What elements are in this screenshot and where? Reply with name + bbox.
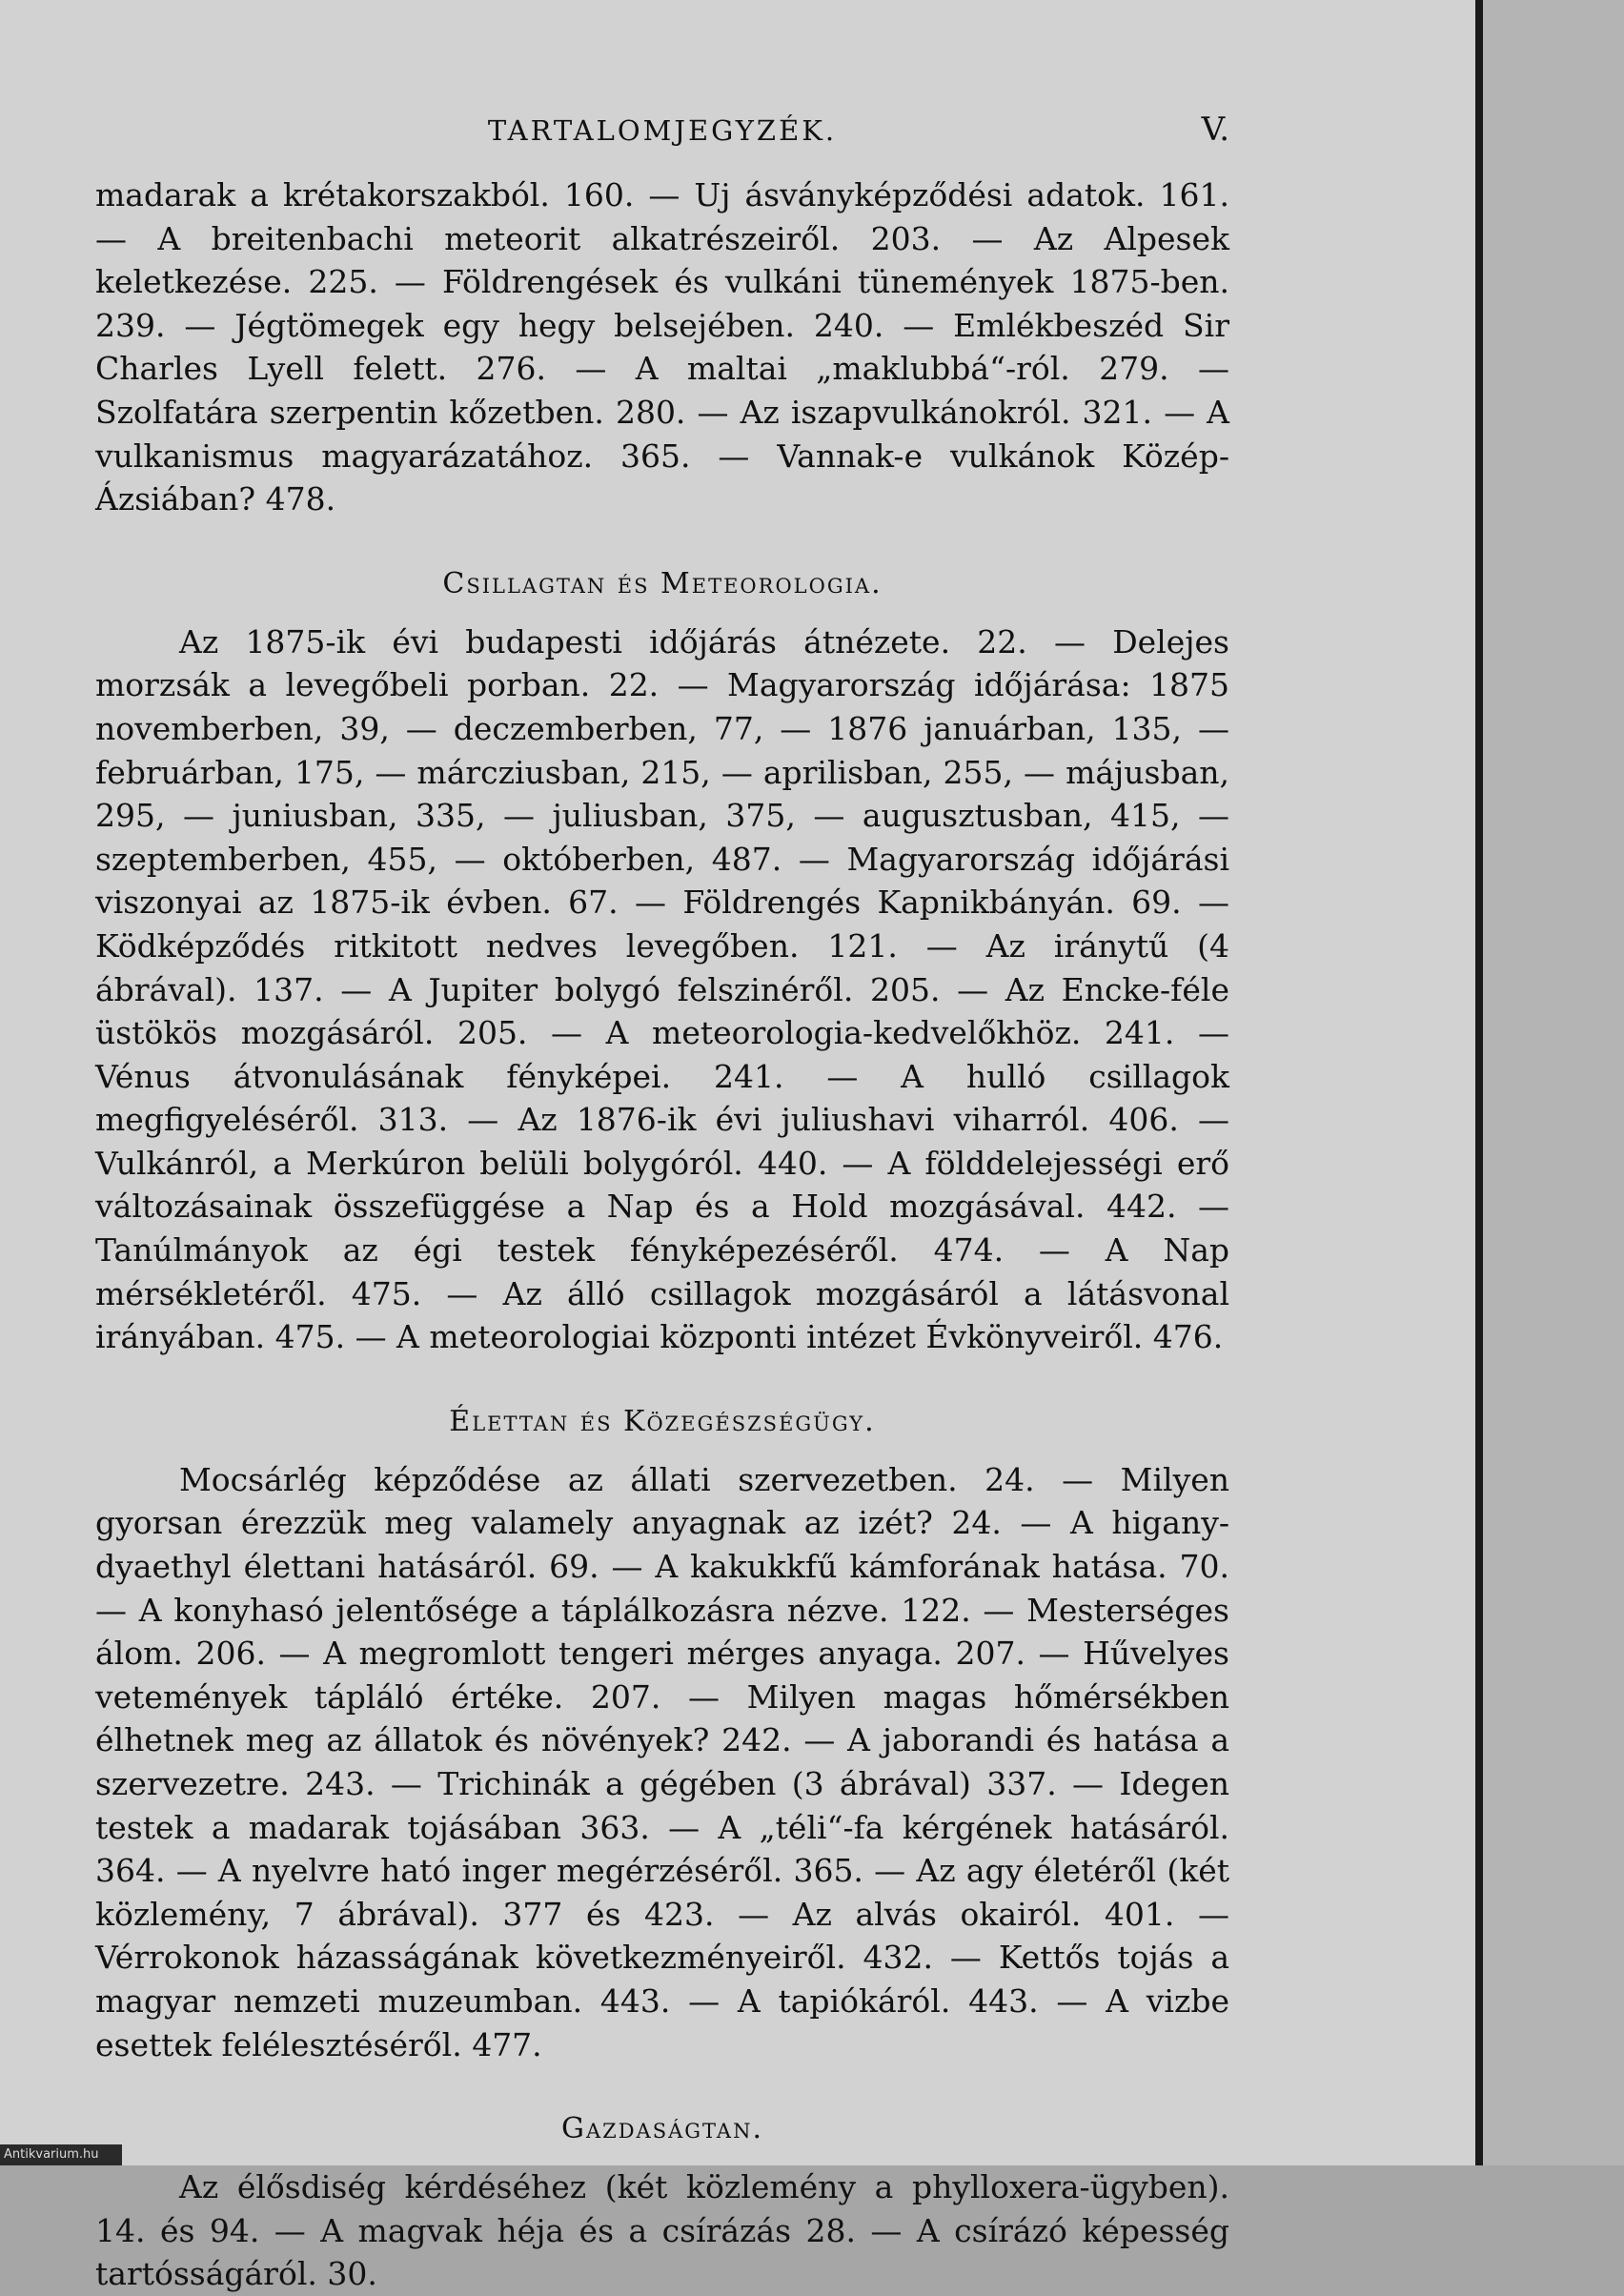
page-number: V.	[1201, 111, 1229, 149]
section-text-gazdasagtan: Az élősdiség kérdéséhez (két közlemény a phylloxera-ügyben). 14. és 94. — A magvak héja és a csírázás 28. — A csírázó képesség tartósságáról. 30.	[95, 2168, 1229, 2293]
page-edge	[1475, 0, 1483, 2165]
adjacent-page-strip	[1483, 0, 1624, 2165]
section-text-elettan: Mocsárlég képződése az állati szervezetben. 24. — Milyen gyorsan érezzük meg valamely anyagnak az izét? 24. — A higany-dyaethyl élettani hatásáról. 69. — A kakukkfű kámforának hatása. 70. — A konyhasó jelentősége a táplálkozásra nézve. 122. — Mesterséges álom. 206. — A megromlott tengeri mérges anyaga. 207. — Hűvelyes vetemények tápláló értéke. 207. — Milyen magas hőmérsékben élhetnek meg az állatok és növények? 242. — A jaborandi és hatása a szervezetre. 243. — Trichinák a gégében (3 ábrával) 337. — Idegen testek a madarak tojásában 363. — A „téli“-fa kérgének hatásáról. 364. — A nyelvre ható inger megérzéséről. 365. — Az agy életéről (két közlemény, 7 ábrával). 377 és 423. — Az alvás okairól. 401. — Vérrokonok házasságának következményeiről. 432. — Kettős tojás a magyar nemzeti muzeumban. 443. — A tapiókáról. 443. — A vizbe esettek felélesztéséről. 477.	[95, 1460, 1229, 2063]
running-title: TARTALOMJEGYZÉK.	[487, 114, 838, 147]
continued-paragraph: madarak a krétakorszakból. 160. — Uj ásványképződési adatok. 161. — A breitenbachi meteorit alkatrészeiről. 203. — Az Alpesek keletkezése. 225. — Földrengések és vulkáni tünemények 1875-ben. 239. — Jégtömegek egy hegy belsejében. 240. — Emlékbeszéd Sir Charles Lyell felett. 276. — A maltai „maklubbá“-ról. 279. — Szolfatára szerpentin kőzetben. 280. — Az iszapvulkánokról. 321. — A vulkanismus magyarázatához. 365. — Vannak-e vulkánok Közép-Ázsiában? 478.	[95, 176, 1229, 518]
section-heading-elettan: Élettan és Közegészségügy.	[449, 1404, 876, 1438]
page-header	[95, 107, 1229, 154]
toc-content	[95, 173, 1229, 2296]
section-heading-csillagtan: Csillagtan és Meteorologia.	[442, 566, 883, 600]
section-heading-gazdasagtan: Gazdaságtan.	[561, 2112, 763, 2146]
watermark: Antikvarium.hu	[0, 2144, 122, 2165]
section-text-csillagtan: Az 1875-ik évi budapesti időjárás átnézete. 22. — Delejes morzsák a levegőbeli porban. 22. — Magyarország időjárása: 1875 novemberben, 39, — deczemberben, 77, — 1876 januárban, 135, — februárban, 175, — márcziusban, 215, — aprilisban, 255, — májusban, 295, — juniusban, 335, — juliusban, 375, — augusztusban, 415, — szeptemberben, 455, — októberben, 487. — Magyarország időjárási viszonyai az 1875-ik évben. 67. — Földrengés Kapnikbányán. 69. — Ködképződés ritkitott nedves levegőben. 121. — Az iránytű (4 ábrával). 137. — A Jupiter bolygó felszinéről. 205. — Az Encke-féle üstökös mozgásáról. 205. — A meteorologia-kedvelőkhöz. 241. — Vénus átvonulásának fényképei. 241. — A hulló csillagok megfigyeléséről. 313. — Az 1876-ik évi juliushavi viharról. 406. — Vulkánról, a Merkúron belüli bolygóról. 440. — A földdelejességi erő változásainak összefüggése a Nap és a Hold mozgásával. 442. — Tanúlmányok az égi testek fényképezéséről. 474. — A Nap mérsékletéről. 475. — Az álló csillagok mozgásáról a látásvonal irányában. 475. — A meteorologiai központi intézet Évkönyveiről. 476.	[95, 622, 1229, 1356]
